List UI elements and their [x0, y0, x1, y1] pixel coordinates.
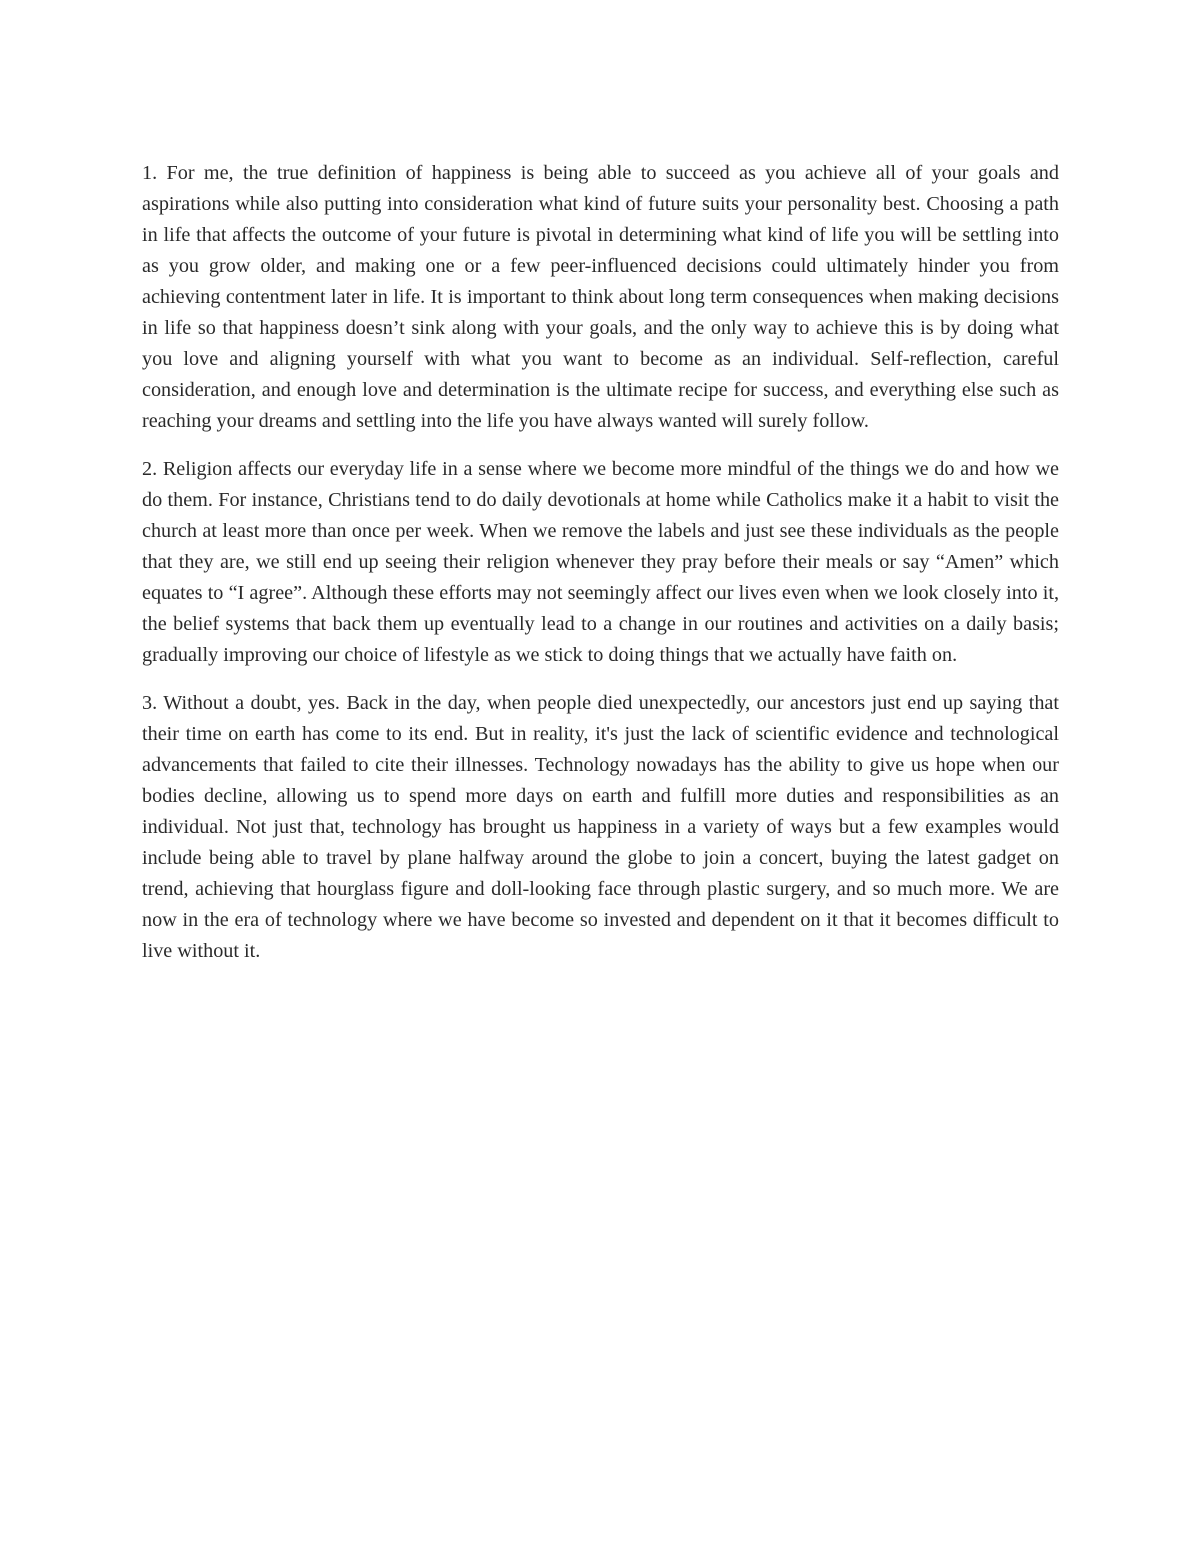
paragraph-3-technology: 3. Without a doubt, yes. Back in the day, when people died unexpectedly, our ancestors just end up saying that their time on earth has come to its end. But in reality, it's just the lack of scientific evidence and technological advancements that failed to cite their illnesses. Technology nowadays has the ability to give us hope when our bodies decline, allowing us to spend more days on earth and fulfill more duties and responsibilities as an individual. Not just that, technology has brought us happiness in a variety of ways but a few examples would include being able to travel by plane halfway around the globe to join a concert, buying the latest gadget on trend, achieving that hourglass figure and doll-looking face through plastic surgery, and so much more. We are now in the era of technology where we have become so invested and dependent on it that it becomes difficult to live without it.: [142, 692, 1059, 962]
document-body: [142, 158, 1059, 984]
paragraph-2-religion: 2. Religion affects our everyday life in a sense where we become more mindful of the things we do and how we do them. For instance, Christians tend to do daily devotionals at home while Catholics make it a habit to visit the church at least more than once per week. When we remove the labels and just see these individuals as the people that they are, we still end up seeing their religion whenever they pray before their meals or say “Amen” which equates to “I agree”. Although these efforts may not seemingly affect our lives even when we look closely into it, the belief systems that back them up eventually lead to a change in our routines and activities on a daily basis; gradually improving our choice of lifestyle as we stick to doing things that we actually have faith on.: [142, 458, 1059, 666]
paragraph-1-happiness: 1. For me, the true definition of happiness is being able to succeed as you achieve all of your goals and aspirations while also putting into consideration what kind of future suits your personality best. Choosing a path in life that affects the outcome of your future is pivotal in determining what kind of life you will be settling into as you grow older, and making one or a few peer-influenced decisions could ultimately hinder you from achieving contentment later in life. It is important to think about long term consequences when making decisions in life so that happiness doesn’t sink along with your goals, and the only way to achieve this is by doing what you love and aligning yourself with what you want to become as an individual. Self-reflection, careful consideration, and enough love and determination is the ultimate recipe for success, and everything else such as reaching your dreams and settling into the life you have always wanted will surely follow.: [142, 162, 1059, 432]
